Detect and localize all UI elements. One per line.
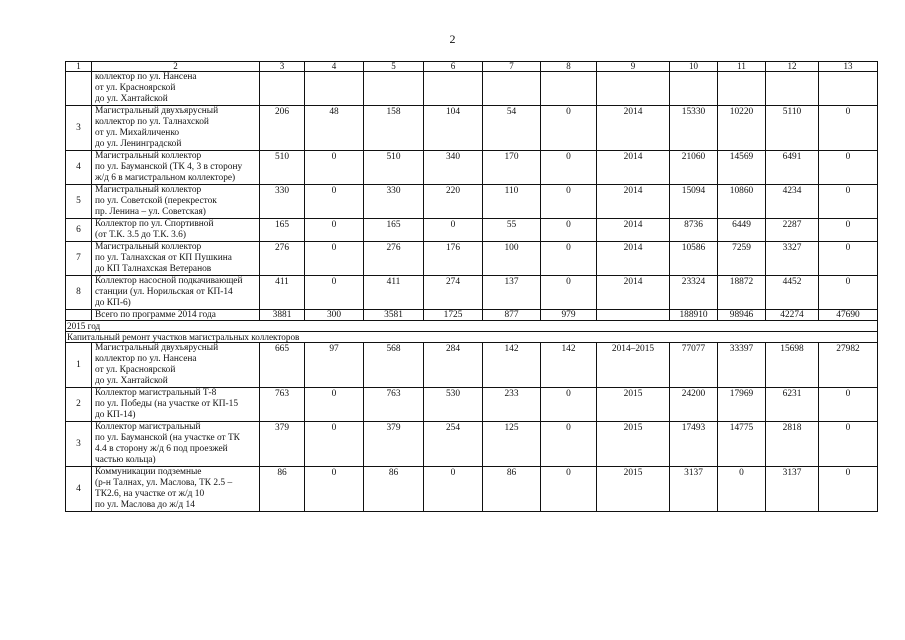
table-row [66,276,878,310]
value-cell: 0 [718,467,766,512]
value-cell [305,72,364,106]
value-cell [718,72,766,106]
section-title: Капитальный ремонт участков магистральных коллекторов [66,332,878,343]
value-cell: 27982 [819,343,878,388]
value-cell: 0 [305,388,364,422]
value-cell: 276 [364,242,424,276]
value-cell: 3327 [766,242,819,276]
row-number: 5 [66,185,92,219]
row-number: 4 [66,151,92,185]
total-value-cell: 300 [305,310,364,321]
value-cell: 170 [483,151,541,185]
column-header-row [66,62,878,72]
value-cell: 54 [483,106,541,151]
value-cell: 0 [305,219,364,242]
value-cell: 0 [819,467,878,512]
value-cell: 142 [483,343,541,388]
value-cell: 104 [424,106,483,151]
value-cell: 530 [424,388,483,422]
value-cell: 24200 [670,388,718,422]
value-cell: 6491 [766,151,819,185]
column-number: 6 [424,62,483,72]
total-value-cell: 3581 [364,310,424,321]
value-cell: 0 [541,422,597,467]
total-value-cell: 98946 [718,310,766,321]
value-cell: 0 [819,422,878,467]
object-description: Коммуникации подземные (р-н Талнах, ул. Маслова, ТК 2.5 – ТК2.6, на участке от ж/д 10 по ул. Маслова до ж/д 14 [92,467,260,512]
value-cell [670,72,718,106]
column-number: 2 [92,62,260,72]
total-value-cell: 877 [483,310,541,321]
value-cell: 0 [305,422,364,467]
column-number: 7 [483,62,541,72]
total-value-cell: 188910 [670,310,718,321]
value-cell: 510 [260,151,305,185]
value-cell: 206 [260,106,305,151]
table-row [66,242,878,276]
value-cell [597,72,670,106]
value-cell: 18872 [718,276,766,310]
row-number: 3 [66,422,92,467]
value-cell: 0 [424,467,483,512]
total-value-cell: 47690 [819,310,878,321]
value-cell: 0 [541,388,597,422]
total-value-cell: 3881 [260,310,305,321]
value-cell: 665 [260,343,305,388]
value-cell: 2014 [597,276,670,310]
object-description: Магистральный коллектор по ул. Бауманской (ТК 4, 3 в сторону ж/д 6 в магистральном коллекторе) [92,151,260,185]
row-number: 1 [66,343,92,388]
value-cell: 6449 [718,219,766,242]
value-cell: 0 [819,219,878,242]
table-row [66,467,878,512]
value-cell: 2014 [597,219,670,242]
value-cell: 2818 [766,422,819,467]
value-cell: 3137 [766,467,819,512]
total-row [66,310,878,321]
column-number: 5 [364,62,424,72]
column-number: 4 [305,62,364,72]
value-cell: 0 [424,219,483,242]
value-cell: 137 [483,276,541,310]
value-cell: 10860 [718,185,766,219]
object-description: коллектор по ул. Нансена от ул. Красноярской до ул. Хантайской [92,72,260,106]
value-cell: 274 [424,276,483,310]
value-cell: 2015 [597,467,670,512]
value-cell: 23324 [670,276,718,310]
row-number [66,72,92,106]
value-cell: 0 [541,151,597,185]
row-number: 2 [66,388,92,422]
column-number: 9 [597,62,670,72]
value-cell [541,72,597,106]
value-cell: 0 [305,151,364,185]
section-header-row [66,332,878,343]
value-cell: 411 [260,276,305,310]
value-cell: 379 [260,422,305,467]
value-cell: 142 [541,343,597,388]
value-cell: 379 [364,422,424,467]
object-description: Магистральный коллектор по ул. Советской (перекресток пр. Ленина – ул. Советская) [92,185,260,219]
table-row [66,219,878,242]
value-cell: 0 [819,242,878,276]
value-cell: 0 [305,242,364,276]
table-row [66,185,878,219]
value-cell: 0 [541,219,597,242]
value-cell [483,72,541,106]
value-cell: 276 [260,242,305,276]
value-cell: 33397 [718,343,766,388]
value-cell: 2015 [597,422,670,467]
value-cell: 86 [483,467,541,512]
object-description: Коллектор магистральный по ул. Бауманской (на участке от ТК 4.4 в сторону ж/д 6 под проезжей частью кольца) [92,422,260,467]
table-row [66,106,878,151]
value-cell: 4234 [766,185,819,219]
row-number: 3 [66,106,92,151]
column-number: 12 [766,62,819,72]
value-cell: 5110 [766,106,819,151]
value-cell: 6231 [766,388,819,422]
value-cell: 7259 [718,242,766,276]
value-cell: 254 [424,422,483,467]
object-description: Магистральный коллектор по ул. Талнахская от КП Пушкина до КП Талнахская Ветеранов [92,242,260,276]
column-number: 1 [66,62,92,72]
value-cell: 48 [305,106,364,151]
column-number: 11 [718,62,766,72]
value-cell: 17969 [718,388,766,422]
value-cell: 55 [483,219,541,242]
column-number: 3 [260,62,305,72]
value-cell: 2015 [597,388,670,422]
value-cell: 8736 [670,219,718,242]
total-value-cell: 1725 [424,310,483,321]
value-cell: 15094 [670,185,718,219]
value-cell [819,72,878,106]
value-cell: 165 [260,219,305,242]
value-cell: 97 [305,343,364,388]
value-cell: 2014–2015 [597,343,670,388]
value-cell: 0 [819,276,878,310]
value-cell: 284 [424,343,483,388]
table-row [66,151,878,185]
value-cell: 0 [541,276,597,310]
section-title: 2015 год [66,321,878,332]
value-cell: 0 [305,467,364,512]
value-cell: 110 [483,185,541,219]
value-cell [766,72,819,106]
value-cell: 158 [364,106,424,151]
object-description: Магистральный двухъярусный коллектор по ул. Талнахской от ул. Михайличенко до ул. Ленинградской [92,106,260,151]
value-cell: 165 [364,219,424,242]
column-number: 8 [541,62,597,72]
total-value-cell [597,310,670,321]
value-cell: 125 [483,422,541,467]
value-cell [364,72,424,106]
value-cell: 10586 [670,242,718,276]
value-cell: 0 [819,388,878,422]
value-cell: 4452 [766,276,819,310]
total-value-cell: 979 [541,310,597,321]
total-label: Всего по программе 2014 года [92,310,260,321]
value-cell: 220 [424,185,483,219]
value-cell: 330 [364,185,424,219]
table-row [66,72,878,106]
object-description: Магистральный двухъярусный коллектор по ул. Нансена от ул. Красноярской до ул. Хантайской [92,343,260,388]
value-cell: 100 [483,242,541,276]
value-cell: 15330 [670,106,718,151]
value-cell: 2014 [597,106,670,151]
value-cell: 86 [364,467,424,512]
program-table [65,61,878,512]
value-cell: 763 [260,388,305,422]
value-cell: 2014 [597,242,670,276]
total-value-cell: 42274 [766,310,819,321]
row-number: 4 [66,467,92,512]
value-cell: 0 [819,106,878,151]
value-cell: 0 [305,185,364,219]
value-cell: 17493 [670,422,718,467]
value-cell: 2014 [597,185,670,219]
row-number: 8 [66,276,92,310]
row-number: 7 [66,242,92,276]
value-cell: 10220 [718,106,766,151]
value-cell [424,72,483,106]
value-cell: 0 [541,242,597,276]
table-row [66,422,878,467]
value-cell: 0 [541,467,597,512]
value-cell: 3137 [670,467,718,512]
value-cell: 0 [541,185,597,219]
table-row [66,388,878,422]
value-cell: 510 [364,151,424,185]
total-number-cell [66,310,92,321]
table-row [66,343,878,388]
row-number: 6 [66,219,92,242]
value-cell [260,72,305,106]
page-number: 2 [449,32,456,46]
value-cell: 77077 [670,343,718,388]
value-cell: 176 [424,242,483,276]
section-header-row [66,321,878,332]
value-cell: 340 [424,151,483,185]
value-cell: 2287 [766,219,819,242]
value-cell: 0 [819,151,878,185]
value-cell: 14569 [718,151,766,185]
value-cell: 0 [305,276,364,310]
value-cell: 763 [364,388,424,422]
value-cell: 2014 [597,151,670,185]
value-cell: 14775 [718,422,766,467]
value-cell: 0 [541,106,597,151]
value-cell: 411 [364,276,424,310]
value-cell: 330 [260,185,305,219]
value-cell: 15698 [766,343,819,388]
object-description: Коллектор магистральный Т-8 по ул. Победы (на участке от КП-15 до КП-14) [92,388,260,422]
value-cell: 233 [483,388,541,422]
object-description: Коллектор по ул. Спортивной (от Т.К. 3.5 до Т.К. 3.6) [92,219,260,242]
value-cell: 568 [364,343,424,388]
value-cell: 0 [819,185,878,219]
value-cell: 21060 [670,151,718,185]
value-cell: 86 [260,467,305,512]
column-number: 13 [819,62,878,72]
column-number: 10 [670,62,718,72]
object-description: Коллектор насосной подкачивающей станции (ул. Норильская от КП-14 до КП-6) [92,276,260,310]
